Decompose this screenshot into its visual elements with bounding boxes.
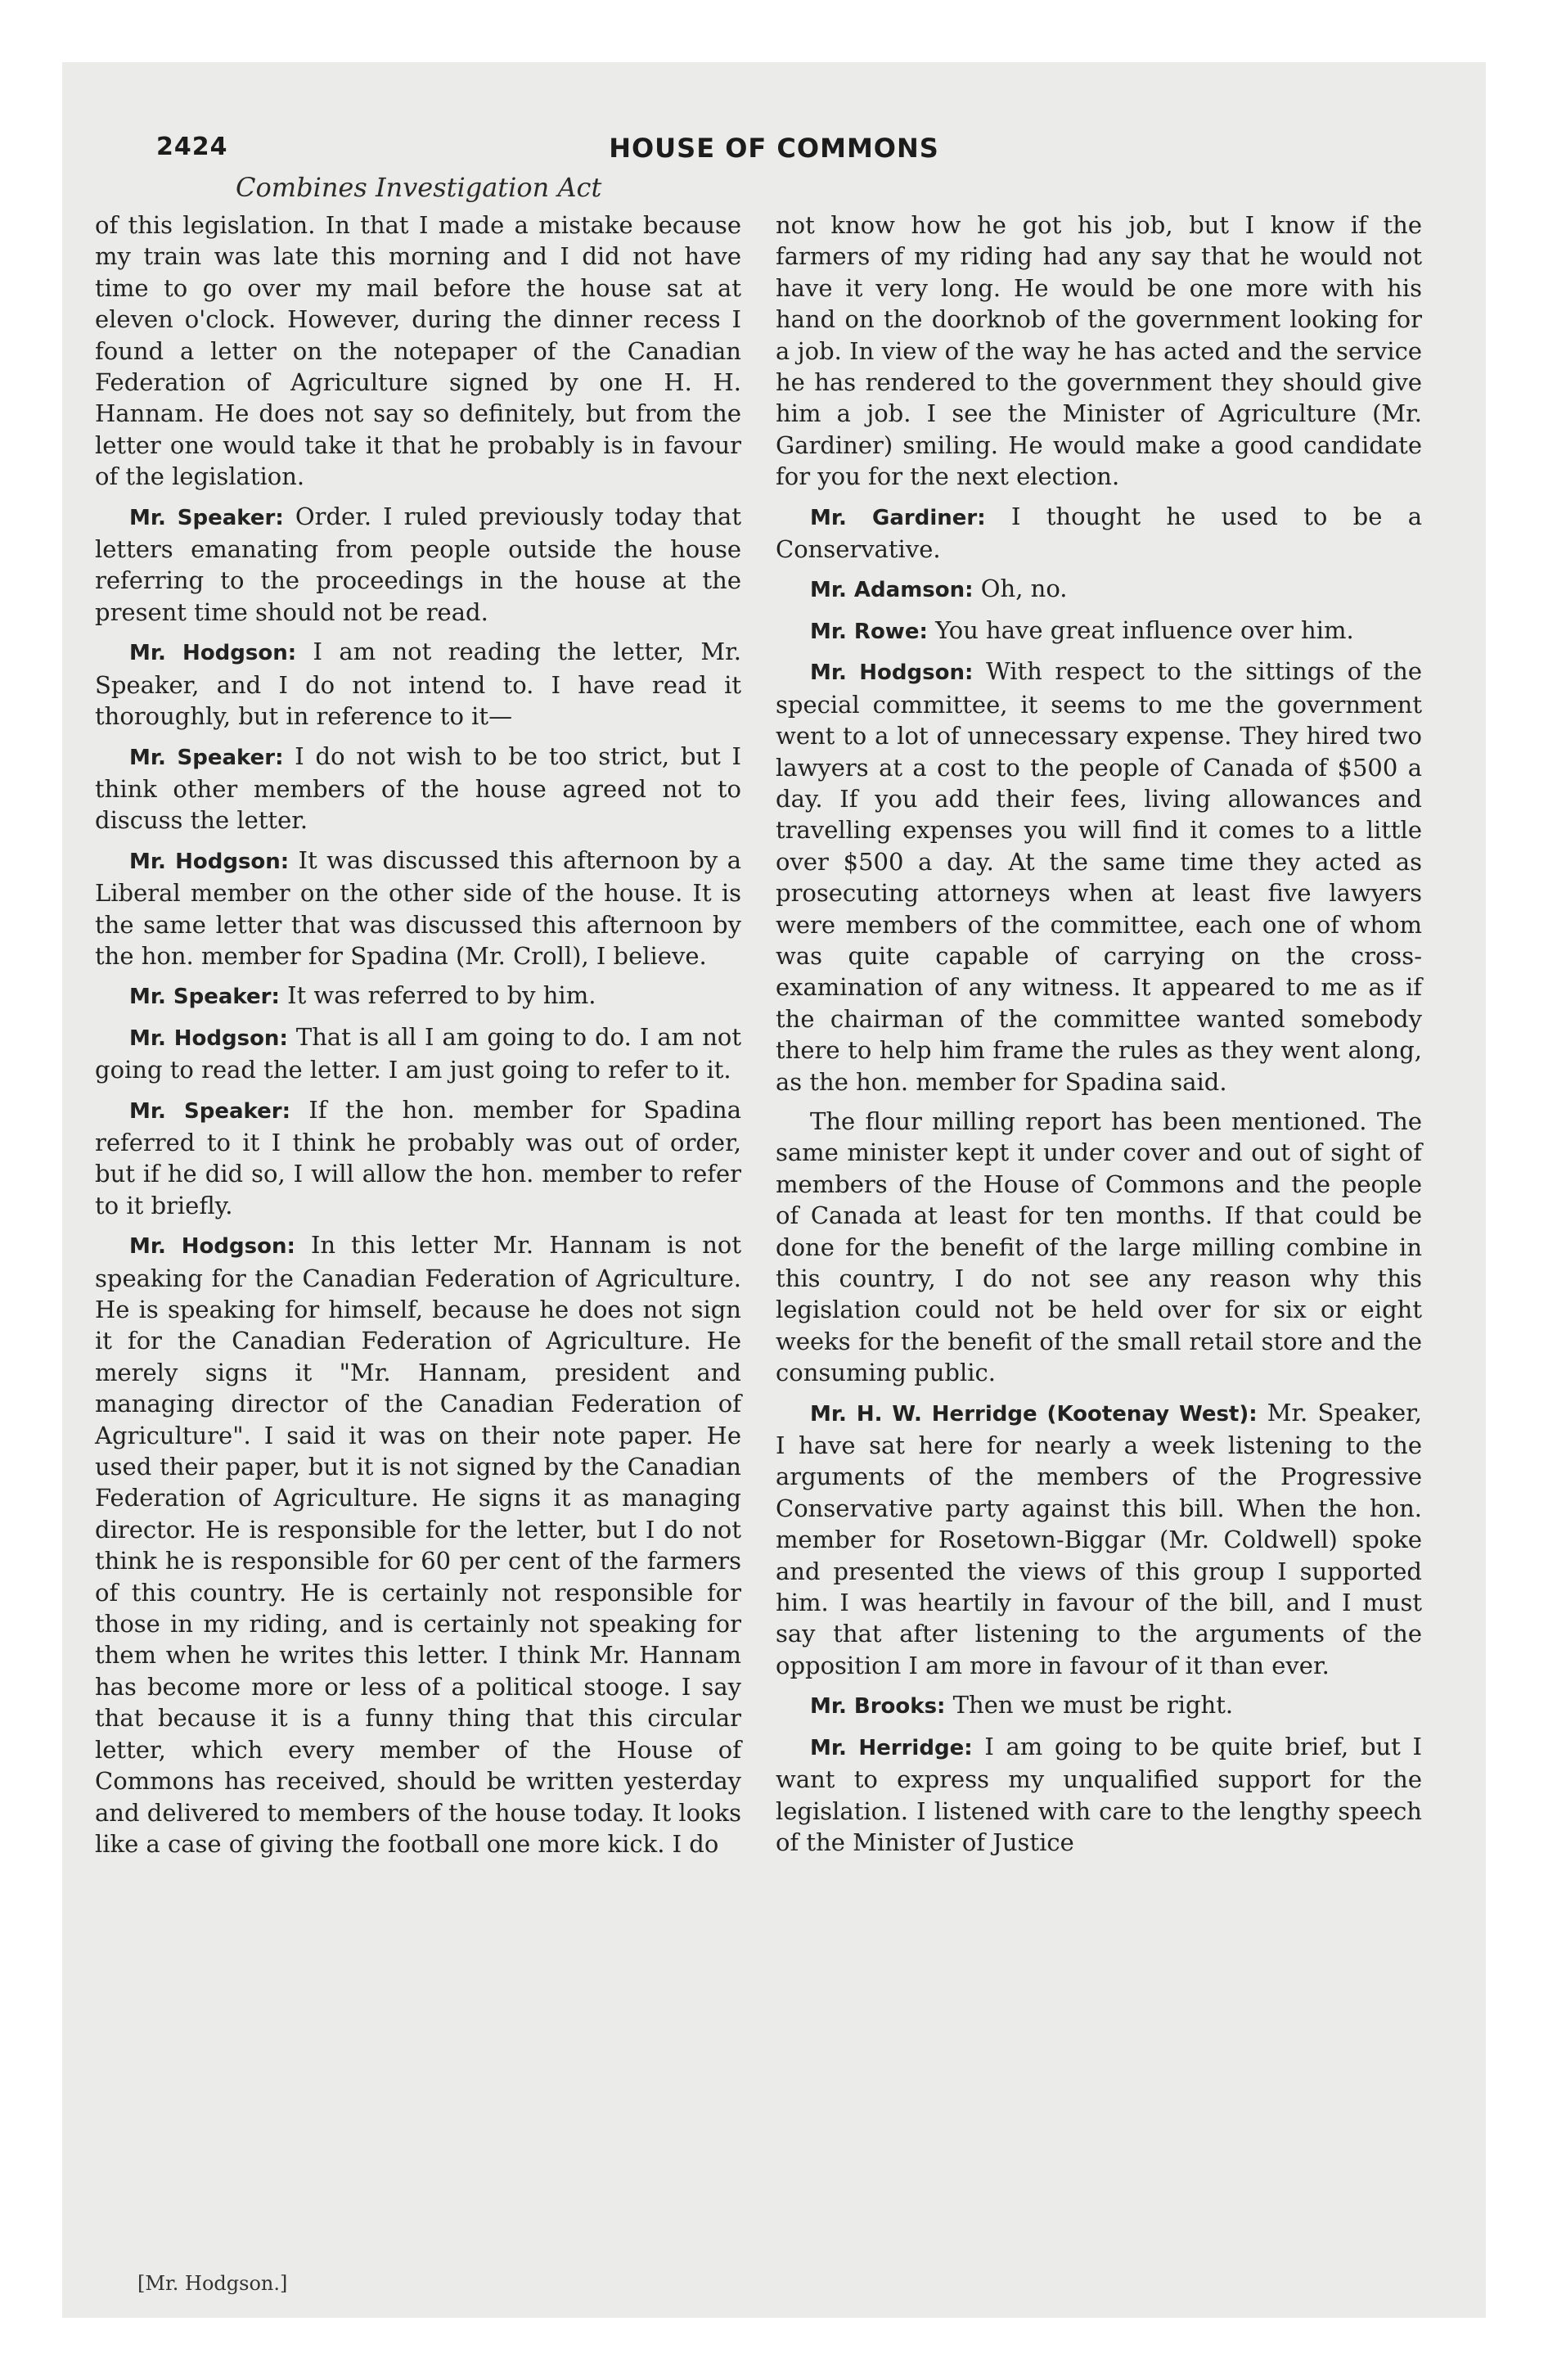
speech-text: Oh, no. [980,575,1068,603]
speech-text: The flour milling report has been mentioned. The same minister kept it under cover and out of sight of members of the House of Commons and the people of Canada at least for ten months. If that could be done for the benefit of the large milling combine in this country, I do not see any reason why this legislation could not be held over for six or eight weeks for the benefit of the small retail store and the consuming public. [776,1107,1422,1387]
speech-text: With respect to the sittings of the special committee, it seems to me the government went to a lot of unnecessary expense. They hired two lawyers at a cost to the people of Canada of $500 a day. If you add their fees, living allowances and travelling expenses you will find it comes to a little over $500 a day. At the same time they acted as prosecuting attorneys when at least five lawyers were members of the committee, each one of whom was quite capable of carrying on the cross-examination of any witness. It appeared to me as if the chairman of the committee wanted somebody there to help him frame the rules as they went along, as the hon. member for Spadina said. [776,657,1422,1096]
speaker-name: Mr. H. W. Herridge (Kootenay West): [810,1401,1258,1427]
paragraph [95,210,741,493]
speaker-name: Mr. Hodgson: [810,660,974,686]
paragraph [776,573,1422,606]
speech-text: not know how he got his job, but I know if the farmers of my riding had any say that he would not have it very long. He would be one more with his hand on the doorknob of the government looking for a job. In view of the way he has acted and the service he has rendered to the government they should give him a job. I see the Minister of Agriculture (Mr. Gardiner) smiling. He would make a good candidate for you for the next election. [776,211,1422,491]
speech-text: Mr. Speaker, I have sat here for nearly a week listening to the arguments of the members of the Progressive Conservative party against this bill. When the hon. member for Rosetown-Biggar (Mr. Coldwell) spoke and presented the views of this group I supported him. I was heartily in favour of the bill, and I must say that after listening to the arguments of the opposition I am more in favour of it than ever. [776,1398,1423,1679]
paragraph [95,1021,741,1086]
speaker-name: Mr. Speaker: [129,1098,290,1124]
speaker-name: Mr. Adamson: [810,578,974,603]
paragraph [776,656,1422,1098]
paragraph [776,501,1422,566]
right-column [776,210,1422,1866]
paragraph [776,615,1422,647]
paragraph [95,845,741,972]
speech-text: Then we must be right. [952,1691,1234,1720]
left-column [95,210,741,1868]
paragraph [776,1689,1422,1722]
paragraph [95,636,741,732]
speaker-name: Mr. Hodgson: [129,1234,295,1260]
speech-text: I am not reading the letter, Mr. Speaker, and I do not intend to. I have read it thoroughly, but in reference to it— [95,638,742,731]
speech-text: I am going to be quite brief, but I want to express my unqualified support for the legislation. I listened with care to the lengthy speech of the Minister of Justice [776,1732,1422,1856]
page-header [95,133,1453,172]
speech-text: You have great influence over him. [935,615,1354,644]
paragraph [95,1094,741,1222]
paragraph [776,1731,1422,1859]
page-title: HOUSE OF COMMONS [609,133,939,164]
paragraph [776,210,1422,493]
speech-text: That is all I am going to do. I am not going to read the letter. I am just going to refer to it. [95,1022,742,1084]
speaker-name: Mr. Rowe: [810,619,928,644]
speaker-name: Mr. Hodgson: [129,849,290,874]
paragraph [95,980,741,1012]
paragraph [95,741,741,836]
speaker-name: Mr. Herridge: [810,1735,973,1760]
speech-text: It was referred to by him. [287,981,596,1010]
speaker-name: Mr. Brooks: [810,1694,946,1720]
speaker-name: Mr. Hodgson: [129,1025,288,1051]
speech-text: I do not wish to be too strict, but I think other members of the house agreed not to discuss the letter. [95,741,741,835]
page-sheet [62,62,1486,2318]
footer-speaker-note: [Mr. Hodgson.] [137,2272,288,2295]
speaker-name: Mr. Speaker: [129,745,284,770]
speaker-name: Mr. Speaker: [129,985,280,1010]
speech-text: If the hon. member for Spadina referred to it I think he probably was out of order, but if he did so, I will allow the hon. member to refer to it briefly. [95,1095,742,1219]
paragraph [776,1106,1422,1389]
speaker-name: Mr. Hodgson: [129,641,297,666]
paragraph [95,501,741,629]
speech-text: Order. I ruled previously today that letters emanating from people outside the house referring to the proceedings in the house at the present time should not be read. [95,502,741,626]
speech-text: It was discussed this afternoon by a Liberal member on the other side of the house. It is the same letter that was discussed this afternoon by the hon. member for Spadina (Mr. Croll), I believe. [95,845,742,970]
speech-text: In this letter Mr. Hannam is not speaking for the Canadian Federation of Agriculture. He is speaking for himself, because he does not sign it for the Canadian Federation of Agriculture. He merely signs it "Mr. Hannam, president and managing director of the Canadian Federation of Agriculture". I said it was on their note paper. He used their paper, but it is not signed by the Canadian Federation of Agriculture. He signs it as managing director. He is responsible for the letter, but I do not think he is responsible for 60 per cent of the farmers of this country. He is certainly not responsible for those in my riding, and is certainly not speaking for them when he writes this letter. I think Mr. Hannam has become more or less of a political stooge. I say that because it is a funny thing that this circular letter, which every member of the House of Commons has received, should be written yesterday and delivered to members of the house today. It looks like a case of giving the football one more kick. I do [95,1231,741,1858]
speaker-name: Mr. Speaker: [129,505,284,530]
paragraph [776,1397,1422,1682]
speaker-name: Mr. Gardiner: [810,505,986,530]
speech-text: I thought he used to be a Conservative. [776,502,1422,564]
section-title: Combines Investigation Act [236,172,602,203]
paragraph [95,1229,741,1859]
speech-text: of this legislation. In that I made a mistake because my train was late this morning and I did not have time to go over my mail before the house sat at eleven o'clock. However, during the dinner recess I found a letter on the notepaper of the Canadian Federation of Agriculture signed by one H. H. Hannam. He does not say so definitely, but from the letter one would take it that he probably is in favour of the legislation. [95,211,741,491]
page-number: 2424 [156,133,228,161]
